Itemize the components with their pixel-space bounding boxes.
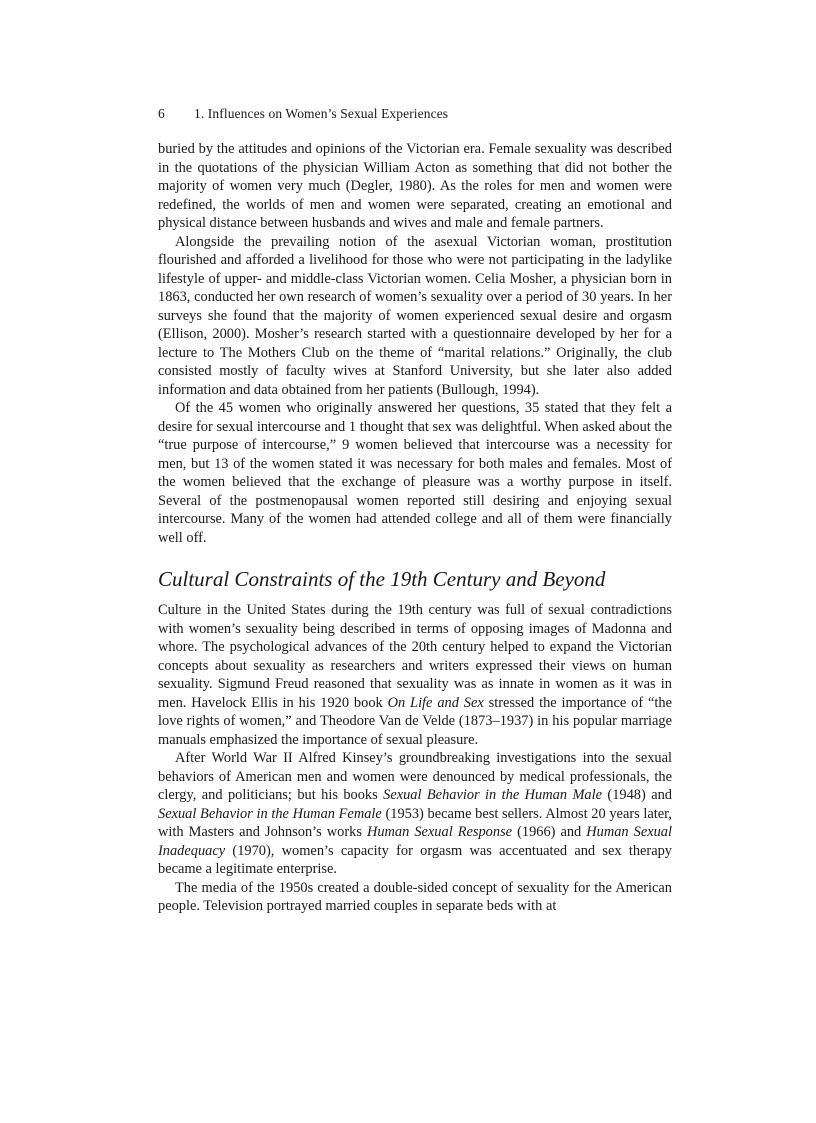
- paragraph-2: Alongside the prevailing notion of the asexual Victorian woman, prostitution flourished and afforded a livelihood for those who were not participating in the ladylike lifestyle of upper- and middle-class Victorian women. Celia Mosher, a physician born in 1863, conducted her own research of women’s sexuality over a period of 30 years. In her surveys she found that the majority of women experienced sexual desire and orgasm (Ellison, 2000). Mosher’s research started with a questionnaire developed by her for a lecture to The Mothers Club on the theme of “marital relations.” Originally, the club consisted mostly of faculty wives at Stanford University, but she later also added information and data obtained from her patients (Bullough, 1994).: [158, 233, 672, 398]
- book-title-sexual-inadequacy: Human Sexual Inadequacy: [158, 824, 672, 859]
- book-title-human-female: Sexual Behavior in the Human Female: [158, 805, 382, 822]
- book-title-human-male: Sexual Behavior in the Human Male: [383, 787, 603, 803]
- paragraph-3: Of the 45 women who originally answered her questions, 35 stated that they felt a desire for sexual intercourse and 1 thought that sex was delightful. When asked about the “true purpose of intercourse,” 9 women believed that intercourse was a necessity for men, but 13 of the women stated it was necessary for both males and females. Most of the women believed that the exchange of pleasure was a worthy purpose in itself. Several of the postmenopausal women reported still desiring and enjoying sexual intercourse. Many of the women had attended college and all of them were financially well off.: [158, 400, 672, 546]
- paragraph-5: [158, 749, 672, 879]
- running-header: [158, 106, 448, 122]
- running-title: 1. Influences on Women’s Sexual Experiences: [194, 106, 449, 121]
- paragraph-4-text-a: Culture in the United States during the 19th century was full of sexual contradictions with women’s sexuality being described in terms of opposing images of Madonna and whore. The psychological advances of the 20th century helped to expand the Victorian concepts about sexuality as researchers and writers expressed their views on human sexuality. Sigmund Freud reasoned that sexuality was as innate in women as it was in men. Havelock Ellis in his 1920 book: [158, 602, 672, 711]
- paragraph-4-text-b: stressed the importance of “the love rights of women,” and Theodore Van de Velde (1873–1937) in his popular marriage manuals emphasized the importance of sexual pleasure.: [158, 694, 672, 748]
- paragraph-1: buried by the attitudes and opinions of the Victorian era. Female sexuality was described in the quotations of the physician William Acton as something that did not bother the majority of women very much (Degler, 1980). As the roles for men and women were redefined, the worlds of men and women were separated, creating an emotional and physical distance between husbands and wives and male and female partners.: [158, 141, 672, 231]
- paragraph-5-text-e: (1970), women’s capacity for orgasm was accentuated and sex therapy became a legitimate enterprise.: [158, 842, 672, 877]
- section-heading: Cultural Constraints of the 19th Century and Beyond: [158, 567, 606, 591]
- page-number: 6: [158, 106, 165, 121]
- paragraph-5-text-d: (1966) and: [512, 824, 587, 840]
- book-title-sexual-response: Human Sexual Response: [366, 824, 513, 840]
- paragraph-5-text-c: (1953) became best sellers. Almost 20 years later, with Masters and Johnson’s works: [158, 805, 672, 840]
- paragraph-5-text-b: (1948) and: [602, 787, 672, 803]
- paragraph-5-text-a: After World War II Alfred Kinsey’s groundbreaking investigations into the sexual behaviors of American men and women were denounced by medical professionals, the clergy, and politicians; but his books: [158, 750, 672, 803]
- book-title-on-life-and-sex: On Life and Sex: [387, 694, 484, 711]
- paragraph-6: The media of the 1950s created a double-sided concept of sexuality for the American people. Television portrayed married couples in separate beds with at: [158, 879, 672, 914]
- paragraph-4: [158, 601, 672, 749]
- body-text: [158, 140, 672, 916]
